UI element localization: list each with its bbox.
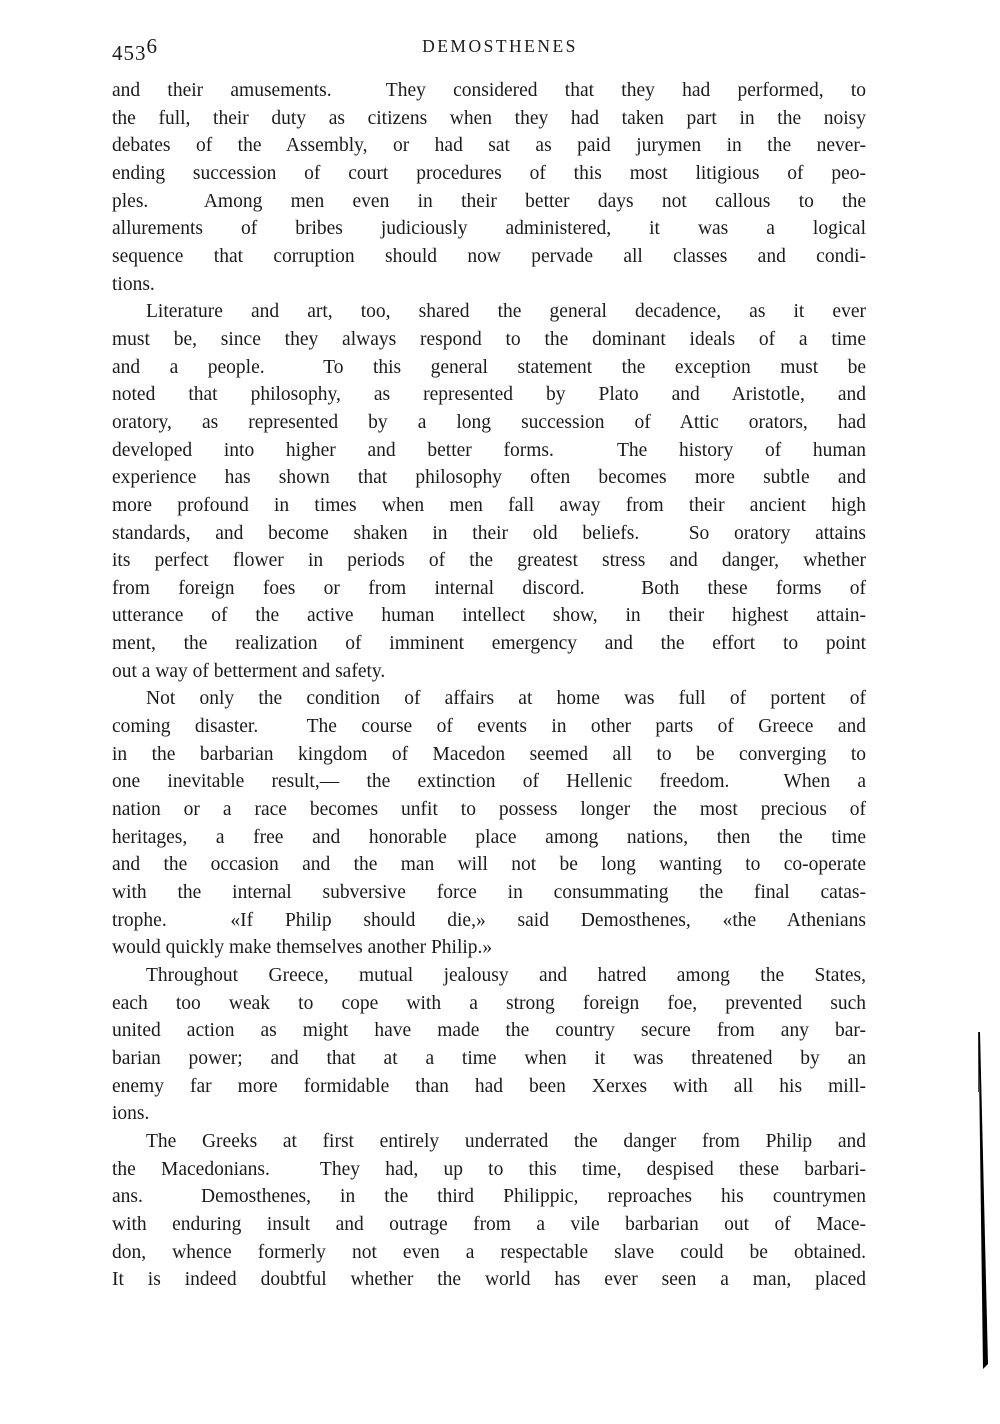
text-line: and a people. To this general statement the exception must be	[112, 356, 866, 378]
text-line: ans. Demosthenes, in the third Philippic, reproaches his countrymen	[112, 1186, 866, 1208]
text-line: sequence that corruption should now pervade all classes and condi-	[112, 245, 866, 267]
text-line: ending succession of court procedures of this most litigious of peo-	[112, 162, 866, 184]
text-line: don, whence formerly not even a respectable slave could be obtained.	[112, 1241, 866, 1263]
text-line: The Greeks at first entirely underrated the danger from Philip and	[146, 1130, 866, 1152]
text-line: and their amusements. They considered that they had performed, to	[112, 80, 866, 101]
page-number-main: 453	[112, 41, 147, 65]
text-line: the Macedonians. They had, up to this time, despised these barbari-	[112, 1158, 866, 1180]
text-line: Literature and art, too, shared the general decadence, as it ever	[146, 301, 866, 323]
text-line: enemy far more formidable than had been Xerxes with all his mill-	[112, 1075, 866, 1097]
page-number-last-digit: 6	[146, 34, 158, 58]
running-title: DEMOSTHENES	[422, 36, 578, 56]
text-line: developed into higher and better forms. The history of human	[112, 439, 866, 461]
text-line: coming disaster. The course of events in other parts of Greece and	[112, 716, 866, 738]
text-line: would quickly make themselves another Philip.»	[112, 937, 493, 959]
text-line: with the internal subversive force in consummating the final catas-	[112, 882, 866, 904]
text-line: from foreign foes or from internal discord. Both these forms of	[112, 577, 866, 599]
text-line: united action as might have made the country secure from any bar-	[112, 1020, 866, 1042]
text-line: allurements of bribes judiciously administered, it was a logical	[112, 218, 866, 240]
text-line: noted that philosophy, as represented by Plato and Aristotle, and	[112, 384, 866, 406]
text-line: more profound in times when men fall away from their ancient high	[112, 494, 866, 516]
text-line: one inevitable result,— the extinction of Hellenic freedom. When a	[112, 771, 866, 793]
text-line: oratory, as represented by a long succession of Attic orators, had	[112, 411, 866, 433]
text-line: utterance of the active human intellect show, in their highest attain-	[112, 605, 866, 627]
text-line: each too weak to cope with a strong foreign foe, prevented such	[112, 992, 866, 1014]
text-line: barian power; and that at a time when it was threatened by an	[112, 1047, 866, 1069]
text-line: heritages, a free and honorable place among nations, then the time	[112, 826, 866, 848]
text-line: its perfect flower in periods of the greatest stress and danger, whether	[112, 550, 866, 572]
text-line: Throughout Greece, mutual jealousy and hatred among the States,	[146, 965, 866, 986]
text-line: must be, since they always respond to the dominant ideals of a time	[112, 328, 866, 350]
text-line: ment, the realization of imminent emergency and the effort to point	[112, 633, 866, 655]
text-line: It is indeed doubtful whether the world has ever seen a man, placed	[112, 1269, 866, 1291]
text-line: in the barbarian kingdom of Macedon seemed all to be converging to	[112, 743, 866, 765]
text-line: tions.	[112, 273, 155, 295]
text-line: experience has shown that philosophy often becomes more subtle and	[112, 467, 866, 489]
text-line: ples. Among men even in their better days not callous to the	[112, 190, 866, 212]
page-text-block	[112, 77, 866, 1294]
text-line: out a way of betterment and safety.	[112, 660, 386, 682]
text-line: ions.	[112, 1103, 150, 1125]
text-line: with enduring insult and outrage from a vile barbarian out of Mace-	[112, 1213, 866, 1235]
text-line: debates of the Assembly, or had sat as paid jurymen in the never-	[112, 135, 866, 157]
text-line: standards, and become shaken in their old beliefs. So oratory attains	[112, 522, 866, 544]
text-line: Not only the condition of affairs at home was full of portent of	[146, 688, 866, 710]
text-line: nation or a race becomes unfit to possess longer the most precious of	[112, 799, 866, 821]
text-line: the full, their duty as citizens when they had taken part in the noisy	[112, 107, 866, 129]
text-line: and the occasion and the man will not be long wanting to co-operate	[112, 854, 866, 876]
text-line: trophe. «If Philip should die,» said Demosthenes, «the Athenians	[112, 909, 866, 931]
